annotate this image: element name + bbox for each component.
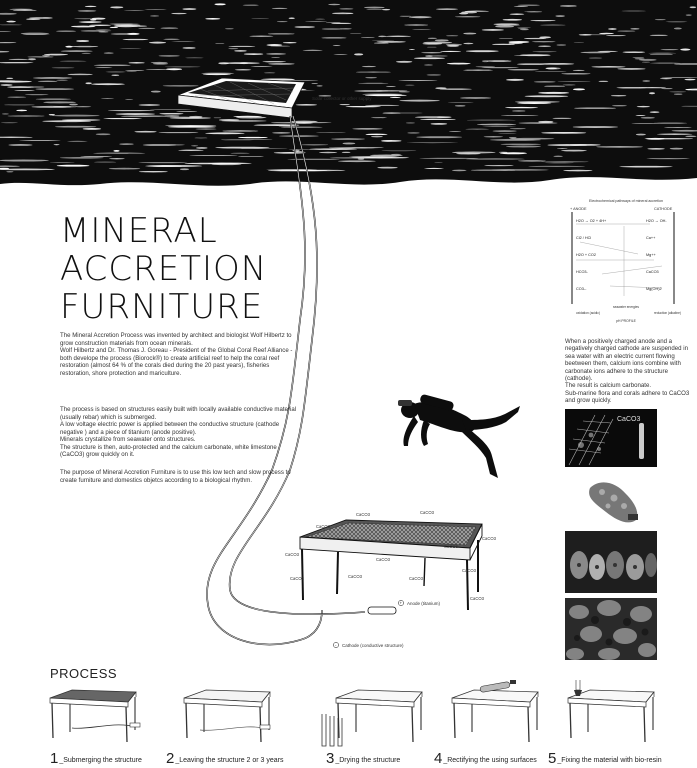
page-title: [60, 212, 320, 326]
diagram-footer-left: oxidation (acidic): [576, 311, 600, 315]
title-line: ACCRETION: [60, 249, 268, 289]
process-paragraph: The process is based on structures easily built with locally available conductive material (usually rebar) which is submerged. A low voltage electric power is applied between the conductive structure (cathode negative ) and a piece of titanium (anode positive). Minerals crystallize from seawater onto structures. The structure is then, auto-protected and the calcium carbonate, white limestone (CaCO3) grow quickly on it.: [60, 406, 297, 458]
step-2-table: [184, 690, 270, 742]
diagram-right-item: Ca++: [646, 236, 656, 240]
step-5-table: [568, 680, 654, 742]
diver-silhouette: [398, 394, 520, 478]
anode-heading: + ANODE: [570, 207, 587, 211]
table-structure: [300, 520, 482, 610]
diagram-left-items: [576, 219, 607, 291]
process-step-4: 4_Rectifying the using surfaces: [434, 750, 537, 767]
caco3-label: CaCO3: [420, 510, 434, 515]
svg-text:+: +: [399, 600, 403, 606]
cathode-label: Cathode (conductive structure): [342, 643, 404, 648]
title-line: FURNITURE: [60, 287, 264, 327]
photo-coral-structure: [565, 409, 657, 467]
side-explanation: When a positively charged anode and a negatively charged cathode are suspended in sea water with an electric current flowing beetween them, calcium ions combine with carbonate ions adhere to the structure (cathode). The result is calcium carbonate. Sub-marine flora and corals adhere to CaCO3 and grow quickly.: [565, 338, 690, 405]
cathode-marker: [333, 642, 404, 648]
diagram-left-item: HCO3-: [576, 270, 588, 274]
diagram-left-item: H2O → O2 + 4H+: [576, 219, 607, 223]
diagram-right-items: [646, 219, 667, 291]
solar-panel: [178, 78, 305, 118]
diagram-right-item: Mg++: [646, 253, 656, 257]
caco3-label: CaCO3: [462, 568, 476, 573]
cathode-cable: [207, 116, 322, 645]
diagram-right-item: H2O → OH-: [646, 219, 667, 223]
caco3-label: CaCO3: [285, 552, 299, 557]
photo-rebar-samples: [565, 531, 657, 593]
process-step-1: 1_Submerging the structure: [50, 750, 142, 767]
anode-rod: [368, 600, 441, 614]
diagram-left-item: CO3--: [576, 287, 587, 291]
diagram-footer-right: reduction (alkaline): [654, 311, 681, 315]
process-step-3: 3_Drying the structure: [326, 750, 401, 767]
diagram-right-item: CaCO3: [646, 270, 659, 274]
diagram-title: Electrochemical pathways of mineral accretion: [589, 199, 663, 203]
photo-mineral-surface: [565, 598, 657, 660]
anode-label: Anode (titanium): [407, 601, 441, 606]
cathode-cable-inner: [207, 116, 322, 645]
diagram-left-item: Cl2 / HCl: [576, 236, 592, 240]
solar-label: Solar collector or other supply: [312, 96, 372, 101]
diagram-ph: pH PROFILE: [616, 319, 636, 323]
diagram-left-item: H2O + CO2: [576, 253, 596, 257]
step-4-table: [452, 680, 538, 742]
caco3-label: CaCO3: [470, 596, 484, 601]
photo-caco3-label: CaCO3: [617, 416, 641, 423]
caco3-label: CaCO3: [376, 557, 390, 562]
process-step-2: 2_Leaving the structure 2 or 3 years: [166, 750, 284, 767]
caco3-label: CaCO3: [290, 576, 304, 581]
photo-accreted-rock: [582, 472, 646, 528]
process-step-5: 5_Fixing the material with bio-resin: [548, 750, 662, 767]
process-heading: PROCESS: [50, 666, 118, 681]
process-steps-illustrations: [0, 680, 697, 750]
caco3-label: CaCO3: [482, 536, 496, 541]
caco3-label: CaCO3: [316, 524, 330, 529]
intro-paragraph: The Mineral Accretion Process was invented by architect and biologist Wolf Hilbertz to grow construction materials from ocean minerals. Wolf Hilbertz and Dr. Thomas J. Goreau - President of the Global Coral Reef Alliance - both develope the process (Biorock®) to create artificial reef to help the coral reef restoration (almost 64 % of the corals died during the 20 past years), fisheries restoration, shore protection and mariculture.: [60, 332, 293, 377]
purpose-paragraph: The purpose of Mineral Accretion Furniture is to use this low tech and slow process to create furniture and domestics objetcs according to a biological rhythm.: [60, 469, 291, 484]
caco3-label: CaCO3: [409, 576, 423, 581]
electrochemical-diagram: [562, 196, 690, 336]
caco3-label: CaCO3: [348, 574, 362, 579]
diagram-footer-mid: seawater energies: [612, 305, 640, 309]
cathode-heading: CATHODE: [654, 207, 673, 211]
svg-text:-: -: [335, 642, 337, 648]
step-3-table: [322, 690, 422, 746]
step-1-table: [50, 690, 140, 742]
caco3-label: CaCO3: [444, 544, 458, 549]
caco3-label: CaCO3: [356, 512, 370, 517]
title-line: MINERAL: [60, 211, 218, 251]
diagram-right-item: Mg(OH)2: [646, 287, 662, 291]
